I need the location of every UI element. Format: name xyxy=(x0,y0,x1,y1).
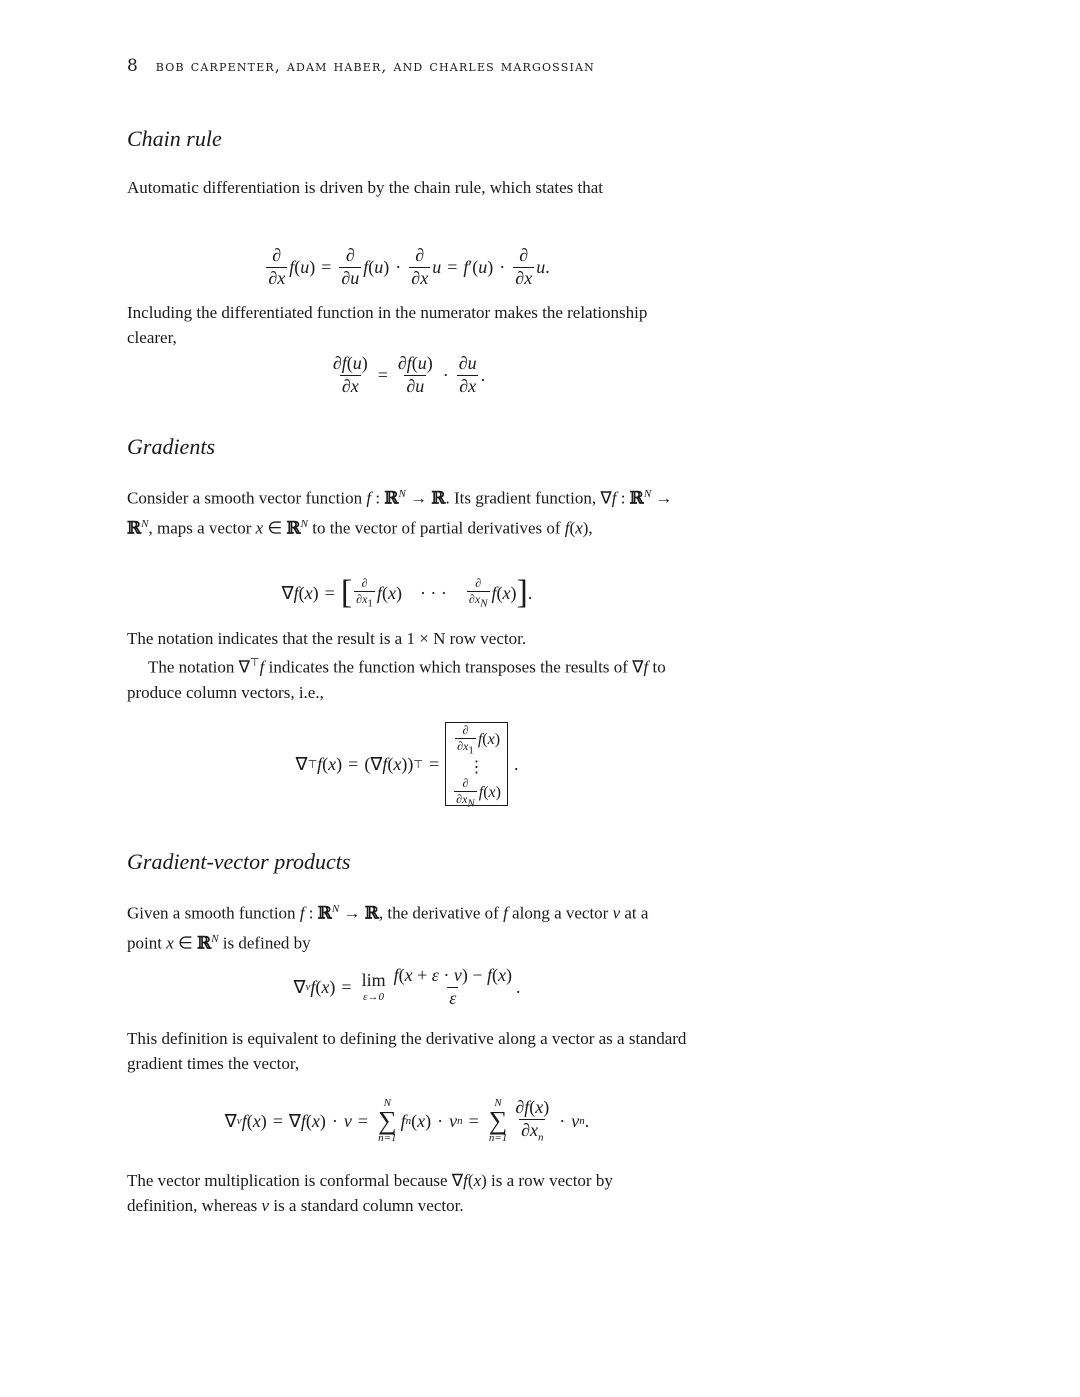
chain-rule-after: Including the differentiated function in the numerator makes the relationship clearer, xyxy=(127,303,648,347)
section-title-chain-rule: Chain rule xyxy=(127,126,222,151)
gvp-equivalence-paragraph: This definition is equivalent to defining the derivative along a vector as a standard gradient times the vector, xyxy=(127,1029,687,1073)
page-number: 8 xyxy=(127,56,138,76)
gvp-definition-paragraph: Given a smooth function f : ℝ$^N$ → ℝ, the derivative of f along a vector v at a point x ∈ ℝ$^N$ is defined by xyxy=(127,903,649,954)
gradients-paragraph: Consider a smooth vector function f : ℝ$^N$ → ℝ. Its gradient function, ∇f : ℝ$^N$ → ℝ$^N$, maps a vector x ∈ ℝ$^N$ to the vector of partial derivatives of f(x), xyxy=(127,488,673,539)
equation-chain-rule-numerator: $\frac{\partial f(u)}{\partial x}$ = $\frac{\partial f(u)}{\partial u}$ · $\frac{\partial u}{\partial x}$ . xyxy=(332,352,486,396)
equation-gradient-vector-product: ∇ v f ( x ) = ∇ f ( x ) · v = N ∑ n=1 f n ( x ) · v n = N ∑ n=1 $\frac{\partial f(x)}{\partial x_n}$ · v n . xyxy=(224,1097,590,1144)
header-authors: bob carpenter, adam haber, and charles margossian xyxy=(155,57,595,75)
gradients-note-transpose: The notation ∇⊤f indicates the function which transposes the results of ∇f to produce column vectors, i.e., xyxy=(127,657,666,702)
column-vector: $\frac{\partial}{\partial x_1}$ f ( x ) ⋮ $\frac{\partial}{\partial x_N}$ f ( x ) xyxy=(445,722,508,806)
equation-gradient-column: ∇ ⊤ f ( x ) = (∇ f ( x )) ⊤ = $\frac{\partial}{\partial x_1}$ f ( x ) ⋮ $\frac{\partial}{\partial x_N}$ f ( x ) . xyxy=(295,723,519,810)
gvp-conformal-paragraph: The vector multiplication is conformal because ∇f(x) is a row vector by definition, whereas v is a standard column vector. xyxy=(127,1171,613,1215)
equation-gradient-row: ∇ f ( x ) = [ $\frac{\partial}{\partial x_1}$ f ( x ) · · · $\frac{\partial}{\partial x_N}$ f ( x ) ] . xyxy=(281,574,533,611)
running-header xyxy=(127,56,595,76)
equation-directional-derivative: ∇ v f ( x ) = lim ε→0 $\frac{f(x + \varepsilon \cdot v) - f(x)}{\varepsilon}$ . xyxy=(293,964,521,1008)
equation-chain-rule: $\frac{\partial}{\partial x}$ f ( u ) = $\frac{\partial}{\partial u}$ f ( u ) · $\frac{\partial}{\partial x}$ u = f ′( u ) · $\frac{\partial}{\partial x}$ u . xyxy=(268,244,550,288)
chain-rule-intro: Automatic differentiation is driven by the chain rule, which states that xyxy=(127,178,604,197)
gradients-note-row-vector: The notation indicates that the result is a 1 × N row vector. xyxy=(127,629,527,648)
section-title-gradients: Gradients xyxy=(127,434,215,459)
section-title-gradient-vector-products: Gradient-vector products xyxy=(127,849,351,874)
